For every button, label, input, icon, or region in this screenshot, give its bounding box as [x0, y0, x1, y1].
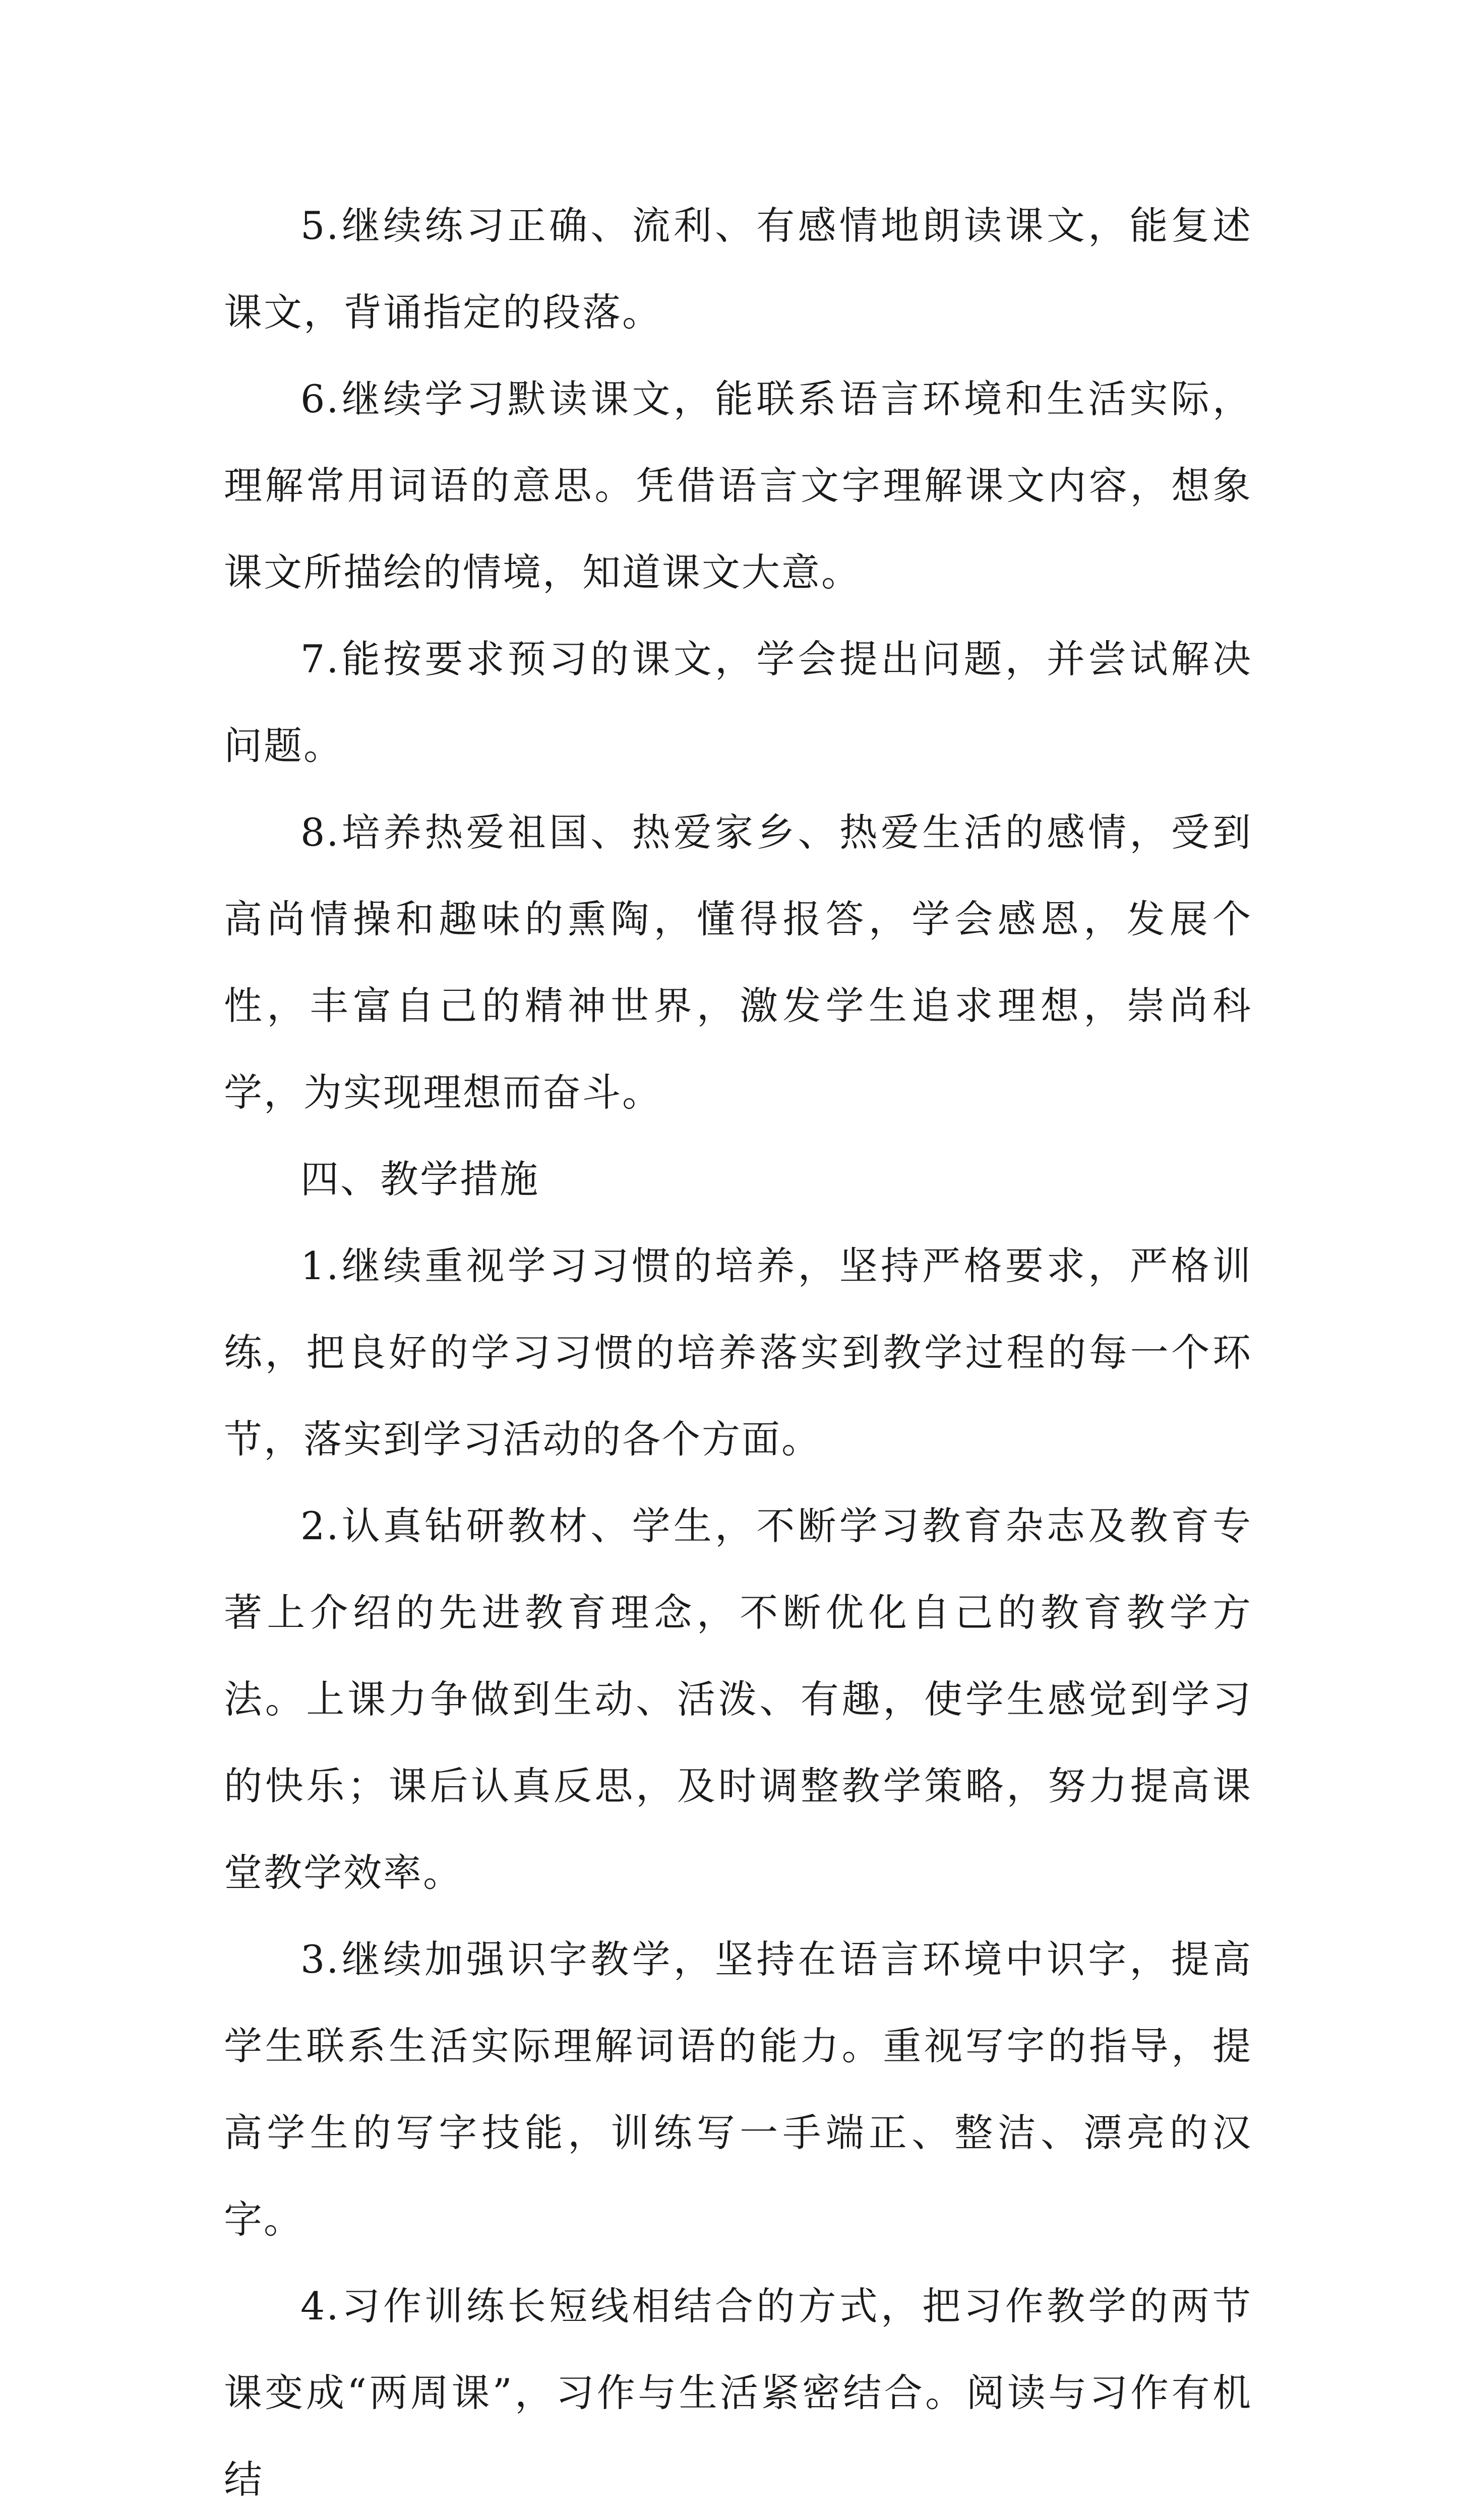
measure-item-3: 3.继续加强识字教学，坚持在语言环境中识字，提高学生联系生活实际理解词语的能力。重视写字的指导，提高学生的写字技能，训练写一手端正、整洁、漂亮的汉字。	[224, 1937, 1252, 2242]
document-body	[224, 182, 1252, 2520]
paragraph-item-7: 7.能按要求预习的课文，学会提出问题，并尝试解决问题。	[224, 637, 1252, 768]
measure-item-1: 1.继续重视学习习惯的培养，坚持严格要求，严格训练，把良好的学习习惯的培养落实到教学过程的每一个环节，落实到学习活动的各个方面。	[224, 1243, 1252, 1462]
paragraph-item-5: 5.继续练习正确、流利、有感情地朗读课文，能复述课文，背诵指定的段落。	[224, 203, 1252, 335]
measure-item-2: 2.认真钻研教材、学生，不断学习教育杂志及教育专著上介绍的先进教育理念，不断优化自己的教育教学方法。上课力争做到生动、活泼、有趣，使学生感觉到学习的快乐；课后认真反思，及时调整教学策略，努力提高课堂教学效率。	[224, 1503, 1252, 1895]
measure-item-4: 4.习作训练长短线相结合的方式，把习作教学的两节课变成“两周课”，习作与生活紧密结合。阅读与习作有机结	[224, 2284, 1252, 2502]
paragraph-item-8: 8.培养热爱祖国、热爱家乡、热爱生活的感情，受到高尚情操和趣味的熏陶，懂得报答，学会感恩，发展个性，丰富自己的精神世界，激发学生追求理想，崇尚科学，为实现理想而奋斗。	[224, 810, 1252, 1115]
paragraph-item-6: 6.继续学习默读课文，能联系语言环境和生活实际，理解常用词语的意思。凭借语言文字理解课文内容，想象课文所描绘的情境，知道课文大意。	[224, 376, 1252, 595]
section-heading: 四、教学措施	[300, 1157, 539, 1202]
